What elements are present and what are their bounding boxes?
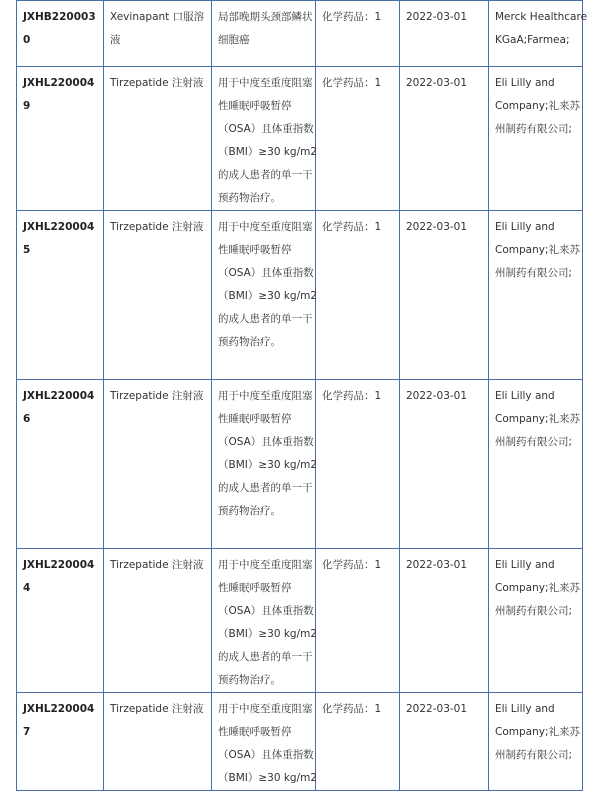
date-cell: 2022-03-01 [400, 211, 489, 380]
company-line: 州制药有限公司; [495, 749, 573, 761]
indication-line: （OSA）且体重指数 [218, 749, 314, 761]
company-line: Company;礼来苏 [495, 582, 580, 594]
indication-cell [212, 1, 316, 67]
company-line: Eli Lilly and [495, 390, 555, 402]
company-line: Eli Lilly and [495, 221, 555, 233]
date-cell: 2022-03-01 [400, 549, 489, 693]
company-line: 州制药有限公司; [495, 267, 573, 279]
company-line: 州制药有限公司; [495, 123, 573, 135]
acceptance-number-cell: JXHB2200030 [17, 1, 104, 67]
date-cell: 2022-03-01 [400, 693, 489, 791]
indication-line: 性睡眠呼吸暂停 [218, 726, 292, 738]
company-cell [489, 1, 588, 67]
company-cell [489, 380, 583, 549]
indication-line: （BMI）≥30 kg/m2 [218, 146, 318, 158]
indication-cell [212, 211, 316, 380]
indication-line: 用于中度至重度阻塞 [218, 77, 313, 89]
acceptance-number-cell: JXHL2200046 [17, 380, 104, 549]
date-cell: 2022-03-01 [400, 380, 489, 549]
drug-registration-table [16, 0, 588, 791]
drug-name-cell: Tirzepatide 注射液 [104, 549, 212, 693]
company-cell [489, 693, 583, 791]
company-cell [489, 549, 583, 693]
acceptance-number-cell: JXHL2200049 [17, 67, 104, 211]
indication-line: 预药物治疗。 [218, 192, 281, 204]
drug-name-cell: Tirzepatide 注射液 [104, 693, 212, 791]
table-body [17, 1, 588, 791]
indication-line: 局部晚期头颈部鳞状 [218, 11, 313, 23]
company-cell [489, 211, 583, 380]
indication-line: （BMI）≥30 kg/m2 [218, 772, 318, 784]
drug-name-cell: Tirzepatide 注射液 [104, 211, 212, 380]
indication-line: （OSA）且体重指数 [218, 267, 314, 279]
table-row [17, 211, 583, 380]
drug-name-cell: Tirzepatide 注射液 [104, 67, 212, 211]
company-line: Company;礼来苏 [495, 100, 580, 112]
indication-line: 性睡眠呼吸暂停 [218, 413, 292, 425]
indication-line: （OSA）且体重指数 [218, 605, 314, 617]
drug-name-cell: Xevinapant 口服溶液 [104, 1, 212, 67]
drug-type-cell: 化学药品：1 [316, 693, 400, 791]
company-line: KGaA;Farmea; [495, 34, 570, 46]
indication-line: 用于中度至重度阻塞 [218, 221, 313, 233]
indication-cell [212, 549, 316, 693]
drug-type-cell: 化学药品：1 [316, 211, 400, 380]
indication-line: 预药物治疗。 [218, 336, 281, 348]
table-row [17, 549, 583, 693]
indication-line: 的成人患者的单一干 [218, 313, 313, 325]
indication-cell [212, 380, 316, 549]
indication-line: 性睡眠呼吸暂停 [218, 582, 292, 594]
indication-line: （BMI）≥30 kg/m2 [218, 290, 318, 302]
indication-line: 性睡眠呼吸暂停 [218, 244, 292, 256]
drug-type-cell: 化学药品：1 [316, 549, 400, 693]
date-cell: 2022-03-01 [400, 67, 489, 211]
indication-line: （BMI）≥30 kg/m2 [218, 628, 318, 640]
company-line: Eli Lilly and [495, 77, 555, 89]
acceptance-number-cell: JXHL2200044 [17, 549, 104, 693]
table-row [17, 693, 583, 791]
company-cell [489, 67, 583, 211]
company-line: 州制药有限公司; [495, 605, 573, 617]
drug-type-cell: 化学药品：1 [316, 1, 400, 67]
company-line: Company;礼来苏 [495, 726, 580, 738]
indication-line: 预药物治疗。 [218, 505, 281, 517]
drug-name-cell: Tirzepatide 注射液 [104, 380, 212, 549]
indication-line: 用于中度至重度阻塞 [218, 703, 313, 715]
indication-line: 用于中度至重度阻塞 [218, 390, 313, 402]
acceptance-number-cell: JXHL2200047 [17, 693, 104, 791]
indication-line: 预药物治疗。 [218, 674, 281, 686]
indication-line: （OSA）且体重指数 [218, 123, 314, 135]
company-line: Eli Lilly and [495, 559, 555, 571]
company-line: Eli Lilly and [495, 703, 555, 715]
company-line: Company;礼来苏 [495, 244, 580, 256]
drug-type-cell: 化学药品：1 [316, 67, 400, 211]
table-row [17, 380, 583, 549]
indication-cell [212, 67, 316, 211]
indication-line: （OSA）且体重指数 [218, 436, 314, 448]
table-row [17, 67, 583, 211]
indication-line: 性睡眠呼吸暂停 [218, 100, 292, 112]
date-cell: 2022-03-01 [400, 1, 489, 67]
company-line: Company;礼来苏 [495, 413, 580, 425]
drug-type-cell: 化学药品：1 [316, 380, 400, 549]
indication-line: 细胞癌 [218, 34, 250, 46]
company-line: 州制药有限公司; [495, 436, 573, 448]
indication-line: 用于中度至重度阻塞 [218, 559, 313, 571]
indication-line: 的成人患者的单一干 [218, 482, 313, 494]
indication-line: （BMI）≥30 kg/m2 [218, 459, 318, 471]
indication-cell [212, 693, 316, 791]
company-line: Merck Healthcare [495, 11, 588, 23]
indication-line: 的成人患者的单一干 [218, 169, 313, 181]
acceptance-number-cell: JXHL2200045 [17, 211, 104, 380]
indication-line: 的成人患者的单一干 [218, 651, 313, 663]
table-row [17, 1, 583, 67]
